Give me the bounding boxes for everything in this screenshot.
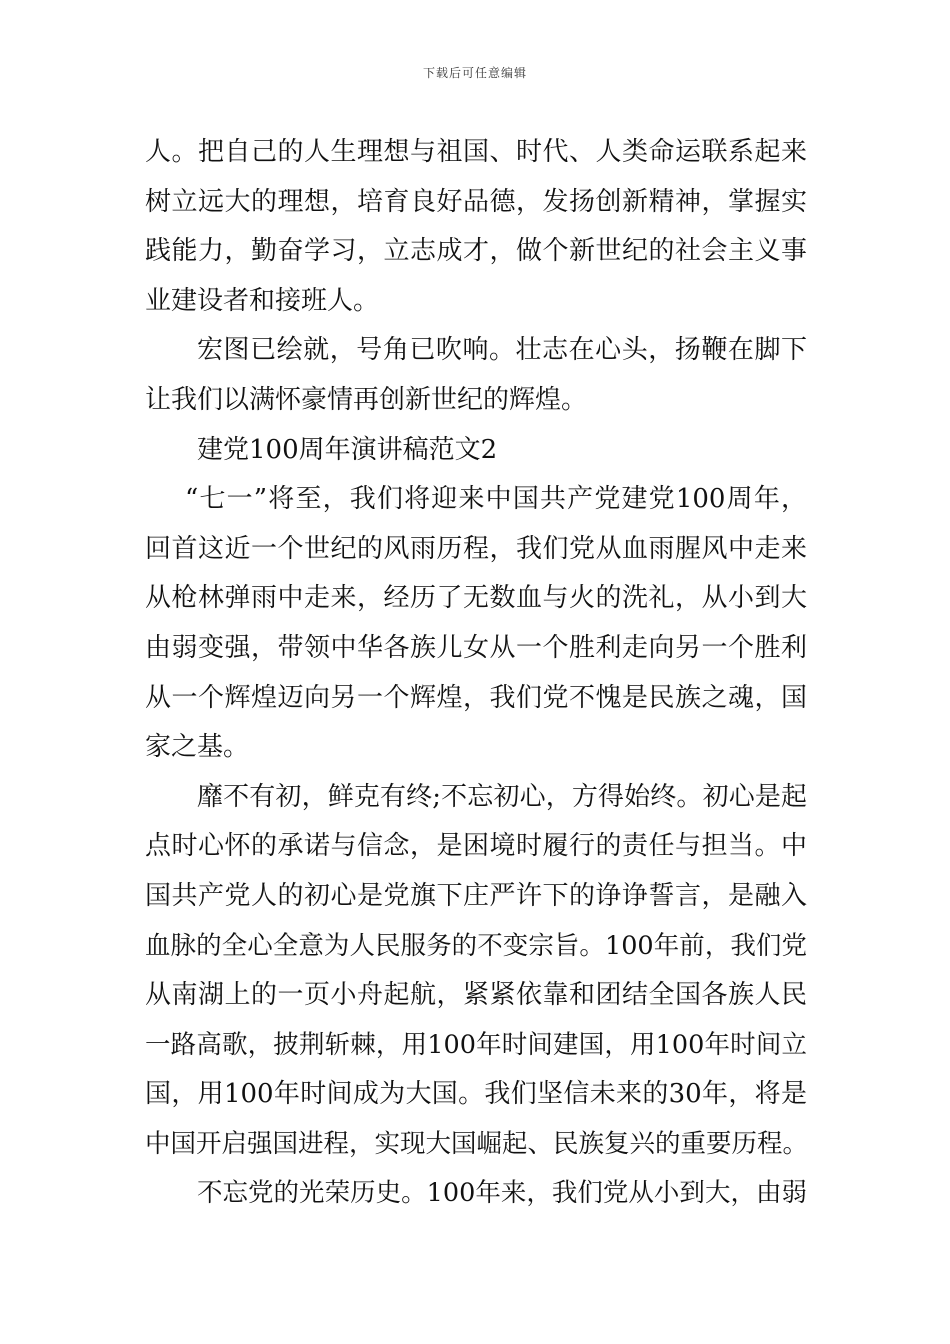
text-line: 业建设者和接班人。	[145, 285, 380, 316]
text-line: 回首这近一个世纪的风雨历程，我们党从血雨腥风中走来	[145, 533, 807, 564]
paragraph-start-line: “七一”将至，我们将迎来中国共产党建党100周年，	[185, 484, 807, 515]
text-line: 一路高歌，披荆斩棘，用100年时间建国，用100年时间立	[145, 1029, 807, 1060]
text-line: 血脉的全心全意为人民服务的不变宗旨。100年前，我们党	[145, 930, 807, 961]
text-line: 人。把自己的人生理想与祖国、时代、人类命运联系起来	[145, 137, 807, 167]
text-line: 从南湖上的一页小舟起航，紧紧依靠和团结全国各族人民	[145, 980, 807, 1011]
text-line: 树立远大的理想，培育良好品德，发扬创新精神，掌握实	[145, 186, 807, 217]
text-line: 中国开启强国进程，实现大国崛起、民族复兴的重要历程。	[145, 1128, 809, 1159]
text-line: 从枪林弹雨中走来，经历了无数血与火的洗礼，从小到大	[145, 583, 807, 614]
document-body	[145, 128, 807, 1219]
text-line: 点时心怀的承诺与信念，是困境时履行的责任与担当。中	[145, 831, 807, 862]
section-heading: 建党100周年演讲稿范文2	[197, 434, 498, 465]
page-header: 下载后可任意编辑	[422, 66, 527, 80]
text-line: 让我们以满怀豪情再创新世纪的辉煌。	[145, 384, 588, 415]
text-line: 国，用100年时间成为大国。我们坚信未来的30年，将是	[145, 1079, 807, 1110]
text-line: 从一个辉煌迈向另一个辉煌，我们党不愧是民族之魂，国	[145, 682, 807, 713]
text-line: 家之基。	[145, 732, 250, 763]
paragraph-start-line: 宏图已绘就，号角已吹响。壮志在心头，扬鞭在脚下	[197, 335, 807, 366]
text-line: 由弱变强，带领中华各族儿女从一个胜利走向另一个胜利	[145, 632, 807, 663]
text-line: 践能力，勤奋学习，立志成才，做个新世纪的社会主义事	[145, 236, 807, 267]
paragraph-start-line: 靡不有初，鲜克有终;不忘初心，方得始终。初心是起	[197, 781, 807, 812]
paragraph-start-line: 不忘党的光荣历史。100年来，我们党从小到大，由弱	[197, 1178, 807, 1209]
text-line: 国共产党人的初心是党旗下庄严许下的诤诤誓言，是融入	[145, 880, 807, 911]
